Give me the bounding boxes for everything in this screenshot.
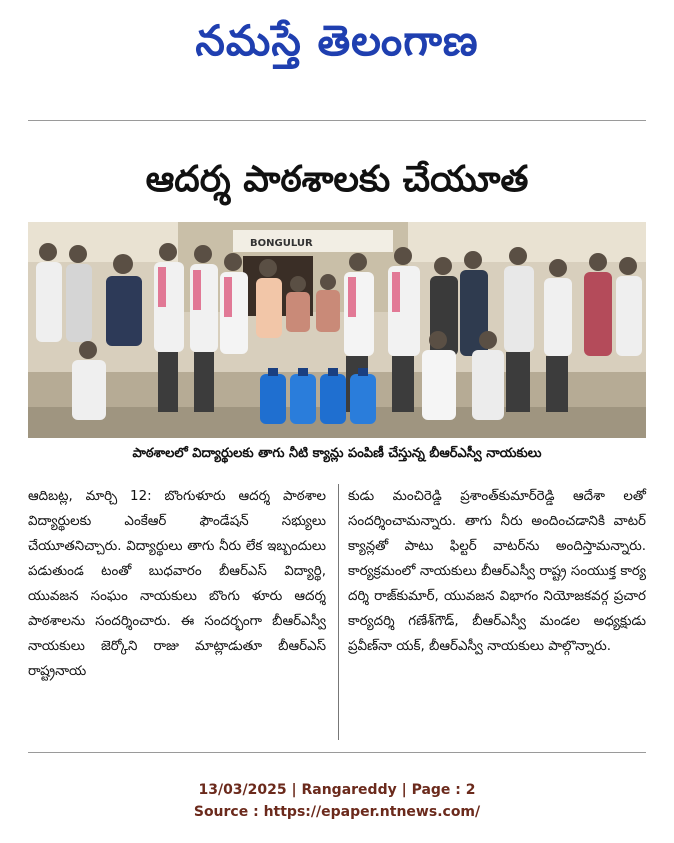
photo-caption: పాఠశాలలో విద్యార్థులకు తాగు నీటి క్యాన్లు పంపిణీ చేస్తున్న బీఆర్‌ఎస్వీ నాయకులు (28, 442, 646, 466)
article-headline: ఆదర్శ పాఠశాలకు చేయూత (145, 159, 529, 200)
footer-source-link[interactable]: Source : https://epaper.ntnews.com/ (193, 804, 481, 820)
article-body-left: ఆదిబట్ల, మార్చి 12: బొంగుళూరు ఆదర్శ పాఠశాల విద్యార్థులకు ఎంకేఆర్ ఫౌండేషన్ సభ్యులు చేయూతనిచ్చారు. విద్యార్థులు తాగు నీరు లేక ఇబ్బందులు పడుతుండ టంతో బుధవారం బీఆర్‌ఎస్ విద్యార్థి, యువజన సంఘం నాయకులు బొంగు ళూరు ఆదర్శ పాఠశాలను సందర్శించారు. ఈ సందర్భంగా బీఆర్‌ఎస్వీ నాయకులు జెర్కోని రాజు మాట్లాడుతూ బీఆర్‌ఎస్ రాష్ట్రనాయ (28, 489, 326, 679)
bottom-rule (28, 752, 646, 753)
article-body-right: కుడు మంచిరెడ్డి ప్రశాంత్‌కుమార్‌రెడ్డి ఆదేశా లతో సందర్శించామన్నారు. తాగు నీరు అందించడానికి వాటర్ క్యాన్లతో పాటు ఫిల్టర్ వాటర్‌ను అందిస్తామన్నారు. కార్యక్రమంలో నాయకులు బీఆర్‌ఎస్వీ రాష్ట్ర సంయుక్త కార్య దర్శి రాజ్‌కుమార్, యువజన విభాగం నియోజకవర్గ ప్రచార కార్యదర్శి గణేశ్‌గౌడ్, బీఆర్‌ఎస్వీ మండల అధ్యక్షుడు ప్రవీణ్‌నా యక్, బీఆర్‌ఎస్వీ నాయకులు పాల్గొన్నారు. (348, 489, 646, 654)
top-rule (28, 120, 646, 121)
school-banner-text: BONGULUR (250, 238, 313, 249)
article-photo (28, 222, 646, 438)
footer-date-edition: 13/03/2025 | Rangareddy | Page : 2 (198, 782, 476, 798)
masthead (0, 6, 674, 76)
newspaper-logo: నమస్తే తెలంగాణ (195, 16, 479, 65)
column-divider (338, 484, 339, 740)
